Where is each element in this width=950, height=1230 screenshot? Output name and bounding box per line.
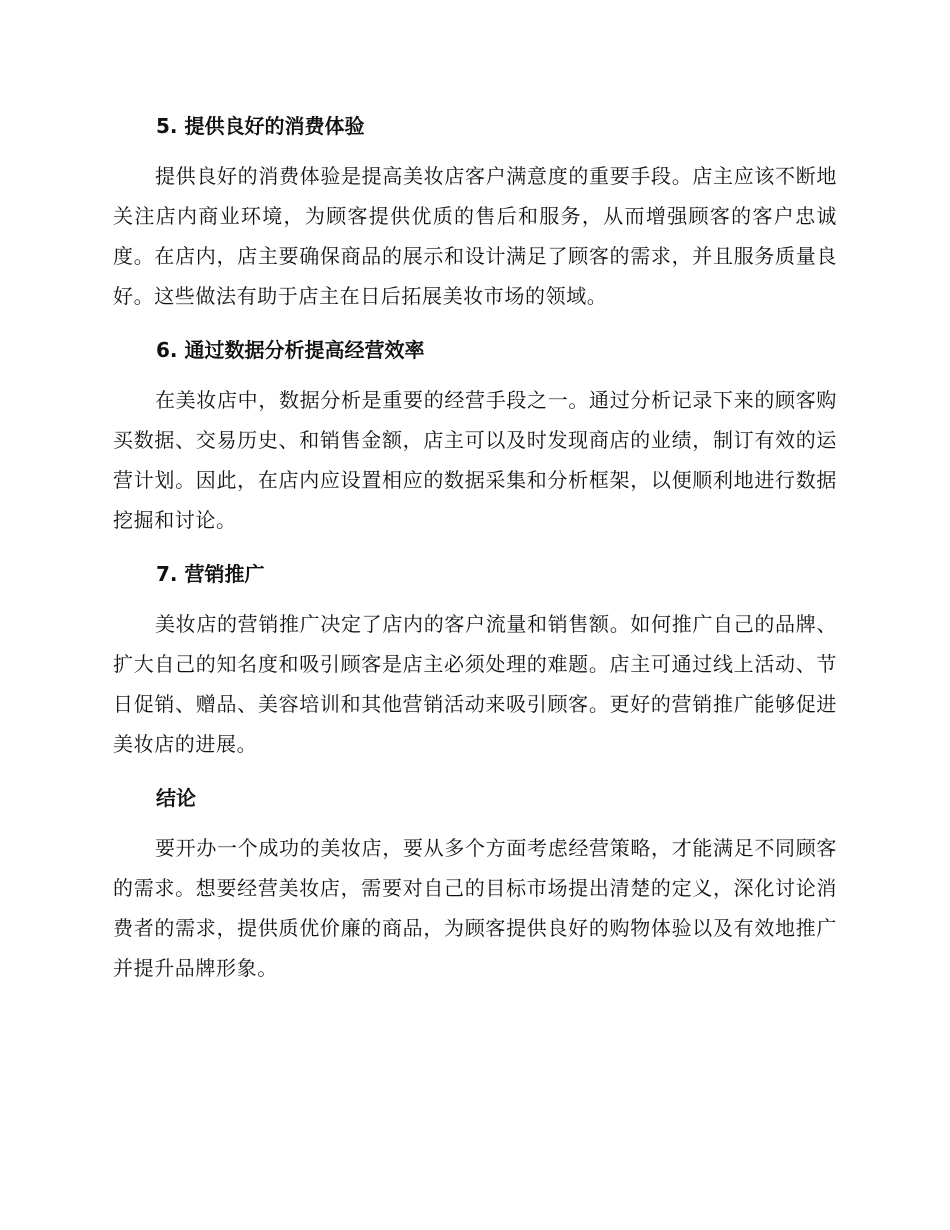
document-body [113,106,837,1002]
section-paragraph-7: 美妆店的营销推广决定了店内的客户流量和销售额。如何推广自己的品牌、扩大自己的知名度和吸引顾客是店主必须处理的难题。店主可通过线上活动、节日促销、赠品、美容培训和其他营销活动来吸引顾客。更好的营销推广能够促进美妆店的进展。 [113,612,837,756]
section-heading-7: 7. 营销推广 [156,562,265,586]
section-paragraph-5: 提供良好的消费体验是提高美妆店客户满意度的重要手段。店主应该不断地关注店内商业环境，为顾客提供优质的售后和服务，从而增强顾客的客户忠诚度。在店内，店主要确保商品的展示和设计满足了顾客的需求，并且服务质量良好。这些做法有助于店主在日后拓展美妆市场的领域。 [113,164,837,308]
conclusion-heading: 结论 [156,786,196,810]
section-heading-5: 5. 提供良好的消费体验 [156,114,365,138]
section-heading-6: 6. 通过数据分析提高经营效率 [156,338,425,362]
conclusion-paragraph: 要开办一个成功的美妆店，要从多个方面考虑经营策略，才能满足不同顾客的需求。想要经营美妆店，需要对自己的目标市场提出清楚的定义，深化讨论消费者的需求，提供质优价廉的商品，为顾客提供良好的购物体验以及有效地推广并提升品牌形象。 [113,836,837,980]
section-paragraph-6: 在美妆店中，数据分析是重要的经营手段之一。通过分析记录下来的顾客购买数据、交易历史、和销售金额，店主可以及时发现商店的业绩，制订有效的运营计划。因此，在店内应设置相应的数据采集和分析框架，以便顺利地进行数据挖掘和讨论。 [113,388,837,532]
